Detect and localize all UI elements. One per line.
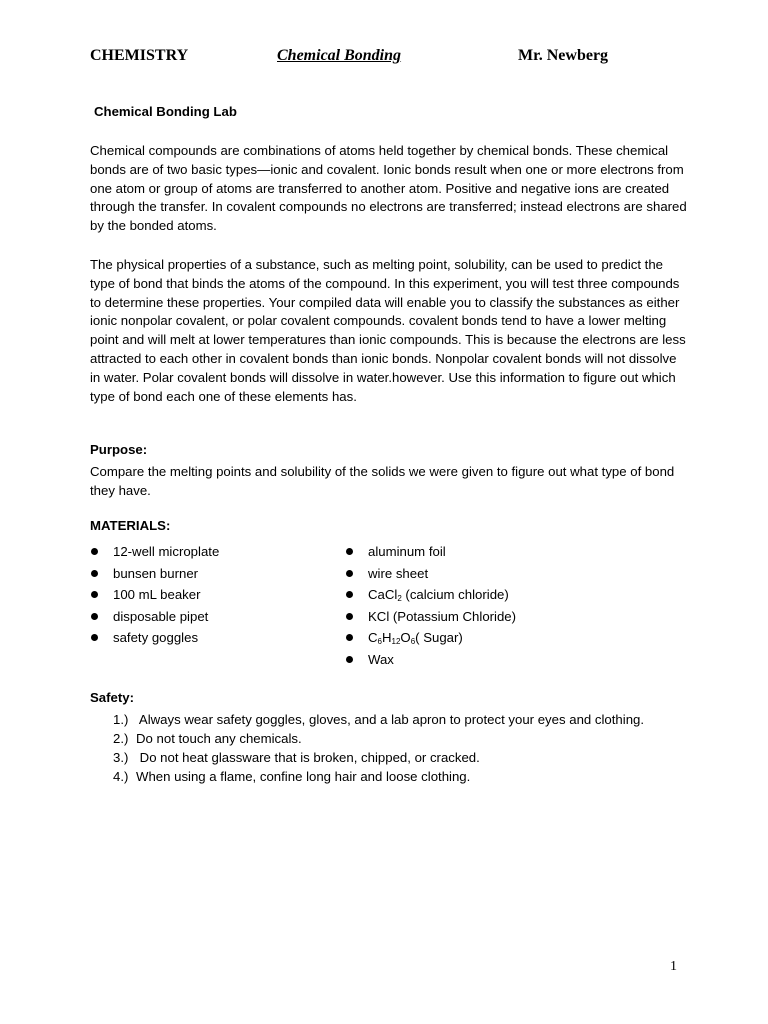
page-header (90, 47, 690, 69)
list-item: bunsen burner (90, 563, 219, 585)
list-item: disposable pipet (90, 606, 219, 628)
safety-item (113, 729, 644, 748)
purpose-label: Purpose: (90, 442, 148, 457)
safety-list (113, 710, 644, 786)
safety-item (113, 748, 644, 767)
safety-item (113, 710, 644, 729)
safety-label: Safety: (90, 690, 134, 705)
header-title: Chemical Bonding (277, 47, 402, 64)
properties-paragraph: The physical properties of a substance, such as melting point, solubility, can be used to predict the type of bond that binds the atoms of the compound. In this experiment, you will test three compounds to determine these properties. Your compiled data will enable you to classify the substances as either ionic nonpolar covalent, or polar covalent compounds. covalent bonds tend to have a lower melting point and will melt at lower temperatures than ionic compounds. This is because the electrons are less attracted to each other in covalent bonds than ionic bonds. Nonpolar covalent bonds will not dissolve in water. Polar covalent bonds will dissolve in water.however. Use this information to figure out which type of bond each one of these elements has. (90, 257, 686, 404)
formula-subscript: 12 (391, 637, 401, 647)
safety-item-text: Always wear safety goggles, gloves, and a lab apron to protect your eyes and clothing. (136, 712, 645, 727)
list-item: KCl (Potassium Chloride) (345, 606, 516, 628)
list-item-calcium-chloride (345, 584, 516, 606)
lab-title: Chemical Bonding Lab (94, 104, 237, 119)
materials-label: MATERIALS: (90, 518, 171, 533)
formula-text: H (381, 630, 392, 646)
list-item-sugar (345, 627, 516, 649)
formula-text: O (400, 630, 411, 646)
formula-text: (calcium chloride) (401, 587, 509, 603)
safety-item-number: 3.) (113, 750, 129, 765)
list-item: safety goggles (90, 627, 219, 649)
page-number: 1 (670, 959, 677, 974)
formula-text: ( Sugar) (415, 630, 463, 646)
safety-item-text: Do not touch any chemicals. (136, 731, 302, 746)
safety-item (113, 767, 644, 786)
formula-subscript: 2 (397, 594, 402, 604)
safety-item-number: 2.) (113, 731, 129, 746)
safety-item-text: Do not heat glassware that is broken, chipped, or cracked. (136, 750, 480, 765)
safety-item-number: 1.) (113, 712, 129, 727)
list-item: 100 mL beaker (90, 584, 219, 606)
materials-list-right (345, 541, 516, 671)
list-item: wire sheet (345, 563, 516, 585)
safety-item-text: When using a flame, confine long hair and loose clothing. (136, 769, 471, 784)
formula-subscript: 6 (410, 637, 416, 647)
formula-text: C (368, 630, 378, 646)
list-item: 12-well microplate (90, 541, 219, 563)
list-item: Wax (345, 649, 516, 671)
safety-item-number: 4.) (113, 769, 129, 784)
formula-text: CaCl (368, 587, 398, 603)
intro-paragraph: Chemical compounds are combinations of atoms held together by chemical bonds. These chemical bonds are of two basic types—ionic and covalent. Ionic bonds result when one or more electrons from one atom or group of atoms are transferred to another atom. Positive and negative ions are created through the transfer. In covalent compounds no electrons are transferred; instead electrons are shared by the bonded atoms. (90, 143, 687, 234)
formula-subscript: 6 (377, 637, 382, 647)
list-item: aluminum foil (345, 541, 516, 563)
purpose-text: Compare the melting points and solubility of the solids we were given to figure out what type of bond they have. (90, 464, 675, 498)
materials-list-left (90, 541, 219, 649)
header-teacher: Mr. Newberg (518, 47, 609, 64)
header-subject: CHEMISTRY (90, 47, 189, 64)
